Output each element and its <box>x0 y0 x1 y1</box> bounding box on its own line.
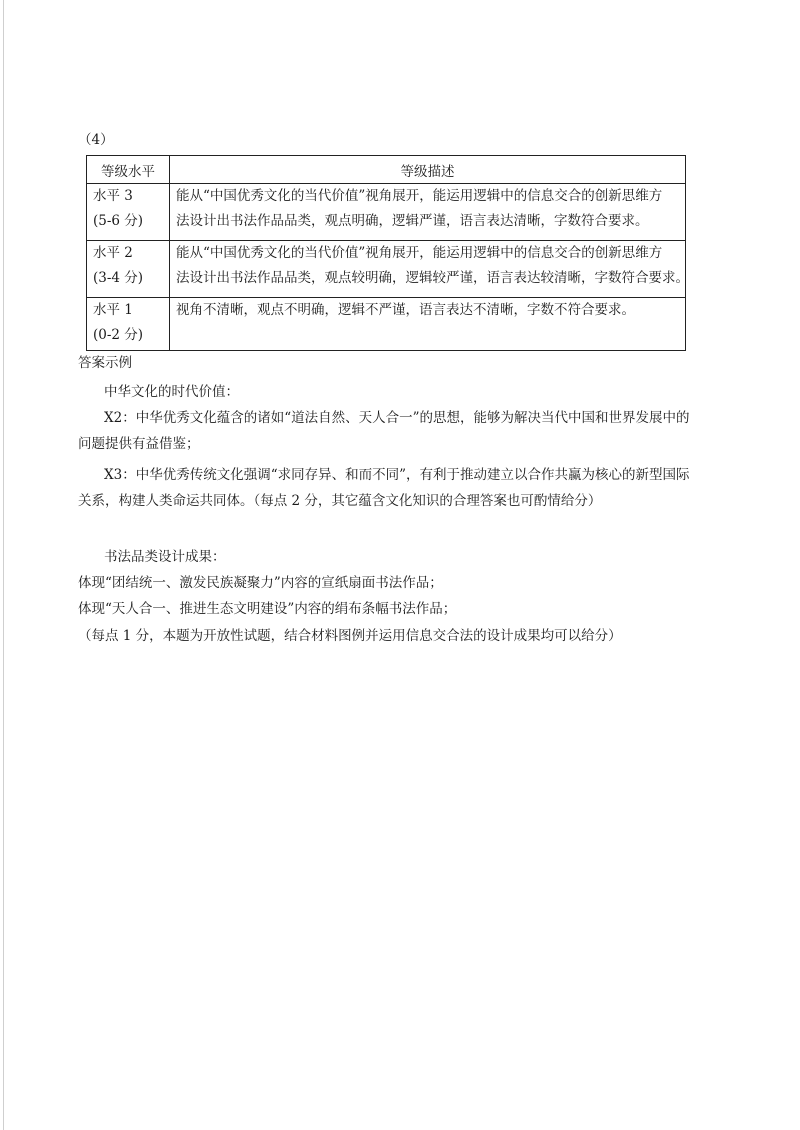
header-description: 等级描述 <box>170 156 686 184</box>
level-name: 水平 3 <box>93 188 133 204</box>
description-line: 能从“中国优秀文化的当代价值”视角展开，能运用逻辑中的信息交合的创新思维方 <box>176 188 663 204</box>
x2-line-1: X2：中华优秀文化蕴含的诸如“道法自然、天人合一”的思想，能够为解决当代中国和世界发展中的 <box>104 410 690 426</box>
design-heading: 书法品类设计成果： <box>104 549 226 565</box>
table-header-row <box>87 156 686 184</box>
table-row <box>87 184 686 241</box>
description-cell <box>170 241 689 298</box>
table-row <box>87 241 686 298</box>
level-score: (5-6 分) <box>93 213 144 229</box>
question-number: （4） <box>78 132 114 148</box>
header-level: 等级水平 <box>87 156 170 184</box>
design-note: （每点 1 分，本题为开放性试题，结合材料图例并运用信息交合法的设计成果均可以给分） <box>78 628 622 644</box>
page-edge-line <box>3 0 4 1130</box>
design-item-1: 体现“团结统一、激发民族凝聚力”内容的宣纸扇面书法作品； <box>78 575 443 591</box>
answer-title: 答案示例 <box>78 355 132 371</box>
culture-heading: 中华文化的时代价值： <box>104 384 239 400</box>
level-cell <box>87 298 170 351</box>
grade-table <box>86 155 689 351</box>
description-cell <box>170 298 686 351</box>
level-score: (3-4 分) <box>93 270 144 286</box>
level-name: 水平 2 <box>93 245 133 261</box>
x3-line-1: X3：中华优秀传统文化强调“求同存异、和而不同”，有利于推动建立以合作共赢为核心的新型国际 <box>104 467 690 483</box>
level-score: (0-2 分) <box>93 327 144 343</box>
description-line: 法设计出书法作品品类，观点较明确，逻辑较严谨，语言表达较清晰，字数符合要求。 <box>176 270 689 286</box>
description-cell <box>170 184 686 241</box>
design-item-2: 体现“天人合一、推进生态文明建设”内容的绢布条幅书法作品； <box>78 601 457 617</box>
x3-line-2: 关系，构建人类命运共同体。（每点 2 分，其它蕴含文化知识的合理答案也可酌情给分） <box>78 493 602 509</box>
level-cell <box>87 241 170 298</box>
description-line: 视角不清晰，观点不明确，逻辑不严谨，语言表达不清晰，字数不符合要求。 <box>176 302 635 318</box>
level-cell <box>87 184 170 241</box>
x2-line-2: 问题提供有益借鉴； <box>78 436 200 452</box>
description-line: 法设计出书法作品品类，观点明确，逻辑严谨，语言表达清晰，字数符合要求。 <box>176 213 649 229</box>
level-name: 水平 1 <box>93 302 133 318</box>
table-row <box>87 298 686 351</box>
description-line: 能从“中国优秀文化的当代价值”视角展开，能运用逻辑中的信息交合的创新思维方 <box>176 245 663 261</box>
